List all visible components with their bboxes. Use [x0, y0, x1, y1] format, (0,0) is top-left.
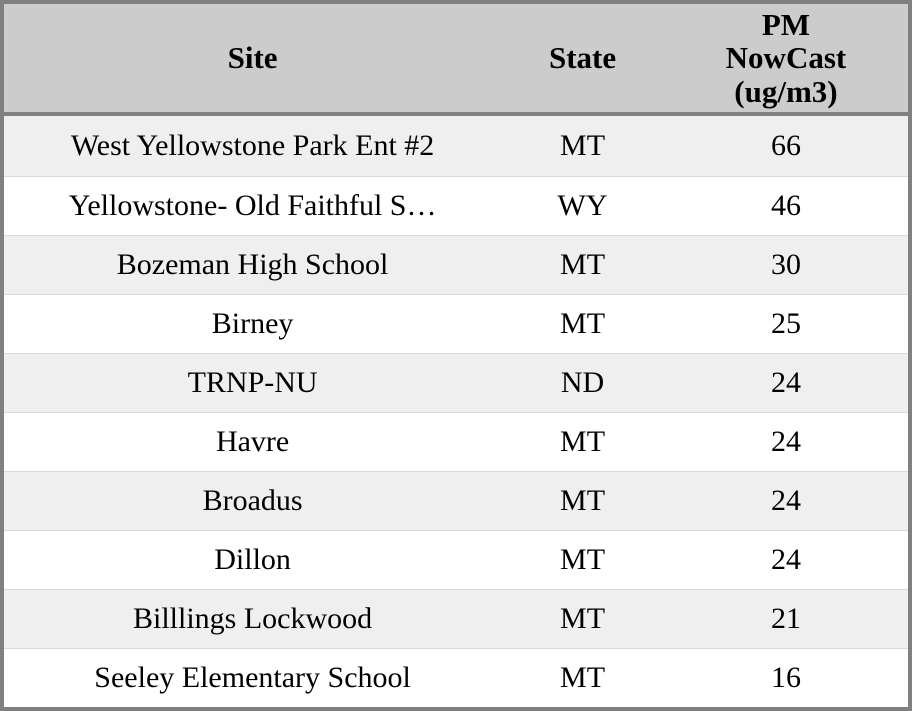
- table-row: [4, 412, 908, 471]
- cell-state: MT: [501, 530, 664, 589]
- cell-pm-nowcast: 46: [664, 176, 908, 235]
- table-body: [4, 114, 908, 707]
- cell-site: TRNP-NU: [4, 353, 501, 412]
- table-header-row: [4, 4, 908, 114]
- table-row: [4, 176, 908, 235]
- cell-pm-nowcast: 21: [664, 590, 908, 649]
- column-header-pm-nowcast: [664, 4, 908, 114]
- cell-pm-nowcast: 24: [664, 353, 908, 412]
- table-header: [4, 4, 908, 114]
- cell-site: Broadus: [4, 471, 501, 530]
- cell-state: WY: [501, 176, 664, 235]
- cell-site: Bozeman High School: [4, 235, 501, 294]
- table-row: [4, 353, 908, 412]
- cell-state: MT: [501, 590, 664, 649]
- cell-site: Seeley Elementary School: [4, 649, 501, 707]
- column-header-pm-nowcast-line-2: NowCast: [725, 40, 847, 76]
- cell-site: West Yellowstone Park Ent #2: [4, 114, 501, 176]
- table-row: [4, 530, 908, 589]
- air-quality-table: [4, 4, 908, 707]
- cell-pm-nowcast: 16: [664, 649, 908, 707]
- cell-pm-nowcast: 66: [664, 114, 908, 176]
- table-row: [4, 471, 908, 530]
- cell-state: MT: [501, 235, 664, 294]
- cell-state: MT: [501, 294, 664, 353]
- cell-state: MT: [501, 649, 664, 707]
- cell-site: Billlings Lockwood: [4, 590, 501, 649]
- cell-site: Birney: [4, 294, 501, 353]
- cell-pm-nowcast: 24: [664, 412, 908, 471]
- table-row: [4, 294, 908, 353]
- table-row: [4, 649, 908, 707]
- cell-state: MT: [501, 114, 664, 176]
- cell-site: Dillon: [4, 530, 501, 589]
- cell-site: Yellowstone- Old Faithful S…: [4, 176, 501, 235]
- cell-pm-nowcast: 30: [664, 235, 908, 294]
- table-row: [4, 114, 908, 176]
- cell-state: MT: [501, 412, 664, 471]
- column-header-site: Site: [4, 4, 501, 114]
- cell-state: ND: [501, 353, 664, 412]
- table-row: [4, 235, 908, 294]
- column-header-pm-nowcast-line-1: PM: [761, 7, 811, 42]
- column-header-state: State: [501, 4, 664, 114]
- cell-pm-nowcast: 24: [664, 530, 908, 589]
- cell-state: MT: [501, 471, 664, 530]
- table-row: [4, 590, 908, 649]
- cell-pm-nowcast: 25: [664, 294, 908, 353]
- cell-pm-nowcast: 24: [664, 471, 908, 530]
- cell-site: Havre: [4, 412, 501, 471]
- column-header-pm-nowcast-line-3: (ug/m3): [734, 73, 838, 109]
